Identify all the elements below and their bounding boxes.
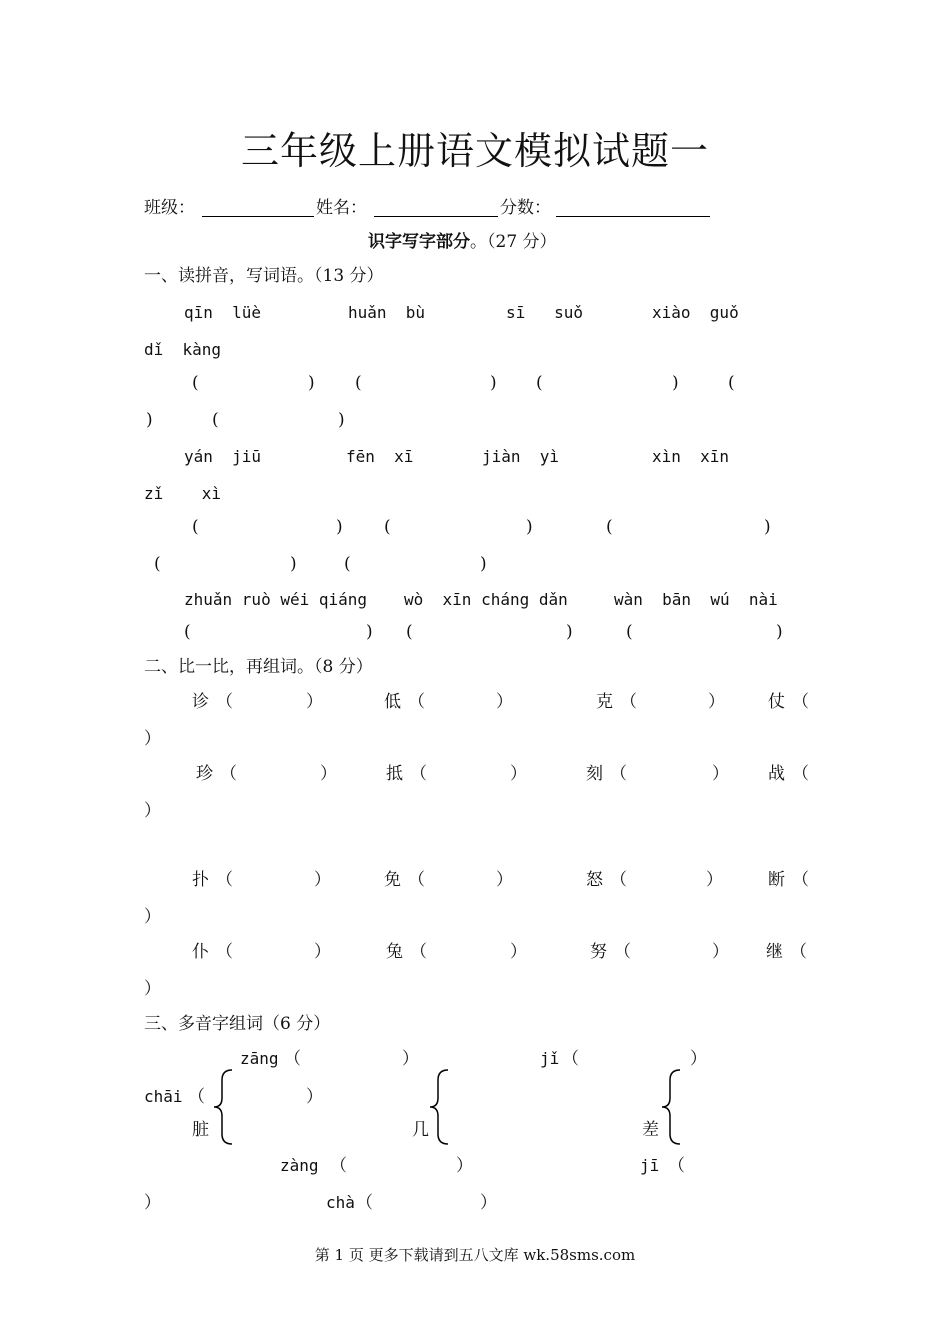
answer-paren-open: （ xyxy=(220,764,237,784)
answer-paren-close: ） xyxy=(144,907,161,927)
page-footer: 第 1 页 更多下载请到五八文库 wk.58sms.com xyxy=(314,1246,636,1264)
brace-icon xyxy=(212,1068,234,1146)
pinyin: jiàn yì xyxy=(482,447,560,466)
answer-paren-close: ) xyxy=(672,373,679,393)
answer-paren-close: ） xyxy=(496,692,513,712)
answer-paren-open: （ xyxy=(410,764,427,784)
answer-paren-close: ) xyxy=(566,622,573,642)
pinyin: wàn bān wú nài xyxy=(614,590,778,609)
answer-paren-open: （ xyxy=(216,942,233,962)
answer-paren-open: （ xyxy=(408,870,425,890)
q3-heading: 三、多音字组词（6 分） xyxy=(144,1014,331,1034)
compare-char: 免 xyxy=(384,870,401,890)
brace-icon xyxy=(428,1068,450,1146)
answer-paren-open: ( xyxy=(355,373,362,393)
answer-paren-open: （ xyxy=(614,942,631,962)
answer-paren-open: （ xyxy=(562,1049,579,1069)
compare-char: 怒 xyxy=(586,870,603,890)
answer-paren-open: ( xyxy=(184,622,191,642)
polyphone-char: 几 xyxy=(412,1120,429,1140)
q1-heading: 一、读拼音，写词语。（13 分） xyxy=(144,266,384,286)
answer-paren-close: ） xyxy=(712,942,729,962)
answer-paren-open: ( xyxy=(728,373,735,393)
answer-paren-open: （ xyxy=(216,870,233,890)
answer-paren-open: ( xyxy=(536,373,543,393)
compare-char: 扑 xyxy=(192,870,209,890)
pinyin: zǐ xì xyxy=(144,484,222,503)
answer-paren-close: ） xyxy=(306,1087,323,1107)
answer-paren-close: ） xyxy=(144,801,161,821)
compare-char: 珍 xyxy=(196,764,213,784)
pinyin: zàng xyxy=(280,1156,319,1175)
answer-paren-open: （ xyxy=(790,942,807,962)
answer-paren-open: （ xyxy=(668,1156,685,1176)
answer-paren-close: ） xyxy=(480,1193,497,1213)
answer-paren-open: （ xyxy=(610,870,627,890)
score-label: 分数： xyxy=(500,198,551,218)
class-label: 班级： xyxy=(144,198,195,218)
q2-heading: 二、比一比，再组词。（8 分） xyxy=(144,657,373,677)
answer-paren-open: （ xyxy=(216,692,233,712)
answer-paren-close: ) xyxy=(338,410,345,430)
name-label: 姓名： xyxy=(316,198,367,218)
answer-paren-close: ） xyxy=(402,1049,419,1069)
polyphone-char: 脏 xyxy=(192,1120,209,1140)
answer-paren-close: ） xyxy=(314,942,331,962)
compare-char: 刻 xyxy=(586,764,603,784)
section-heading-score: 。（27 分） xyxy=(470,232,557,252)
compare-char: 克 xyxy=(596,692,613,712)
answer-paren-open: ( xyxy=(212,410,219,430)
pinyin: jǐ xyxy=(540,1049,560,1068)
exam-title: 三年级上册语文模拟试题一 xyxy=(240,129,709,173)
pinyin: chāi xyxy=(144,1087,183,1106)
compare-char: 诊 xyxy=(192,692,209,712)
pinyin: sī suǒ xyxy=(506,303,584,322)
answer-paren-open: （ xyxy=(188,1087,205,1107)
brace-icon xyxy=(660,1068,682,1146)
compare-char: 断 xyxy=(768,870,785,890)
answer-paren-open: （ xyxy=(792,692,809,712)
answer-paren-close: ) xyxy=(366,622,373,642)
answer-paren-close: ） xyxy=(496,870,513,890)
pinyin: xìn xīn xyxy=(652,447,730,466)
answer-paren-close: ） xyxy=(712,764,729,784)
answer-paren-open: ( xyxy=(384,517,391,537)
polyphone-char: 差 xyxy=(642,1120,659,1140)
answer-paren-open: （ xyxy=(620,692,637,712)
answer-paren-close: ) xyxy=(480,554,487,574)
answer-paren-close: ) xyxy=(526,517,533,537)
answer-paren-close: ） xyxy=(144,729,161,749)
compare-char: 抵 xyxy=(386,764,403,784)
answer-paren-close: ） xyxy=(706,870,723,890)
answer-paren-open: ( xyxy=(192,373,199,393)
answer-paren-open: ( xyxy=(606,517,613,537)
answer-paren-open: ( xyxy=(406,622,413,642)
compare-char: 仆 xyxy=(192,942,209,962)
compare-char: 战 xyxy=(768,764,785,784)
answer-paren-close: ) xyxy=(764,517,771,537)
pinyin: yán jiū xyxy=(184,447,262,466)
answer-paren-close: ） xyxy=(320,764,337,784)
pinyin: chà xyxy=(326,1193,355,1212)
answer-paren-open: （ xyxy=(408,692,425,712)
answer-paren-close: ) xyxy=(336,517,343,537)
pinyin: qīn lüè xyxy=(184,303,262,322)
answer-paren-open: （ xyxy=(356,1193,373,1213)
answer-paren-close: ） xyxy=(306,692,323,712)
answer-paren-open: （ xyxy=(792,764,809,784)
answer-paren-close: ） xyxy=(510,764,527,784)
answer-paren-open: （ xyxy=(284,1049,301,1069)
pinyin: wò xīn cháng dǎn xyxy=(404,590,568,609)
pinyin: xiào guǒ xyxy=(652,303,739,322)
answer-paren-close: ） xyxy=(144,979,161,999)
answer-paren-open: （ xyxy=(410,942,427,962)
answer-paren-close: ） xyxy=(510,942,527,962)
answer-paren-close: ） xyxy=(314,870,331,890)
answer-paren-open: （ xyxy=(610,764,627,784)
answer-paren-open: （ xyxy=(792,870,809,890)
answer-paren-close: ） xyxy=(690,1049,707,1069)
pinyin: huǎn bù xyxy=(348,303,426,322)
pinyin: dǐ kàng xyxy=(144,340,222,359)
answer-paren-open: （ xyxy=(330,1156,347,1176)
section-heading xyxy=(368,232,557,252)
answer-paren-close: ) xyxy=(776,622,783,642)
score-blank[interactable] xyxy=(556,216,710,217)
compare-char: 兔 xyxy=(386,942,403,962)
section-heading-bold: 识字写字部分 xyxy=(368,232,470,252)
pinyin: zhuǎn ruò wéi qiáng xyxy=(184,590,368,609)
answer-paren-close: ) xyxy=(146,410,153,430)
pinyin: jī xyxy=(640,1156,660,1175)
answer-paren-close: ) xyxy=(308,373,315,393)
compare-char: 仗 xyxy=(768,692,785,712)
pinyin: fēn xī xyxy=(346,447,414,466)
answer-paren-close: ） xyxy=(708,692,725,712)
answer-paren-open: ( xyxy=(192,517,199,537)
name-blank[interactable] xyxy=(374,216,498,217)
answer-paren-open: ( xyxy=(154,554,161,574)
answer-paren-close: ) xyxy=(290,554,297,574)
answer-paren-open: ( xyxy=(344,554,351,574)
compare-char: 低 xyxy=(384,692,401,712)
answer-paren-open: ( xyxy=(626,622,633,642)
answer-paren-close: ） xyxy=(456,1156,473,1176)
class-blank[interactable] xyxy=(202,216,314,217)
compare-char: 努 xyxy=(590,942,607,962)
pinyin: zāng xyxy=(240,1049,279,1068)
compare-char: 继 xyxy=(766,942,783,962)
answer-paren-close: ） xyxy=(144,1193,161,1213)
answer-paren-close: ) xyxy=(490,373,497,393)
